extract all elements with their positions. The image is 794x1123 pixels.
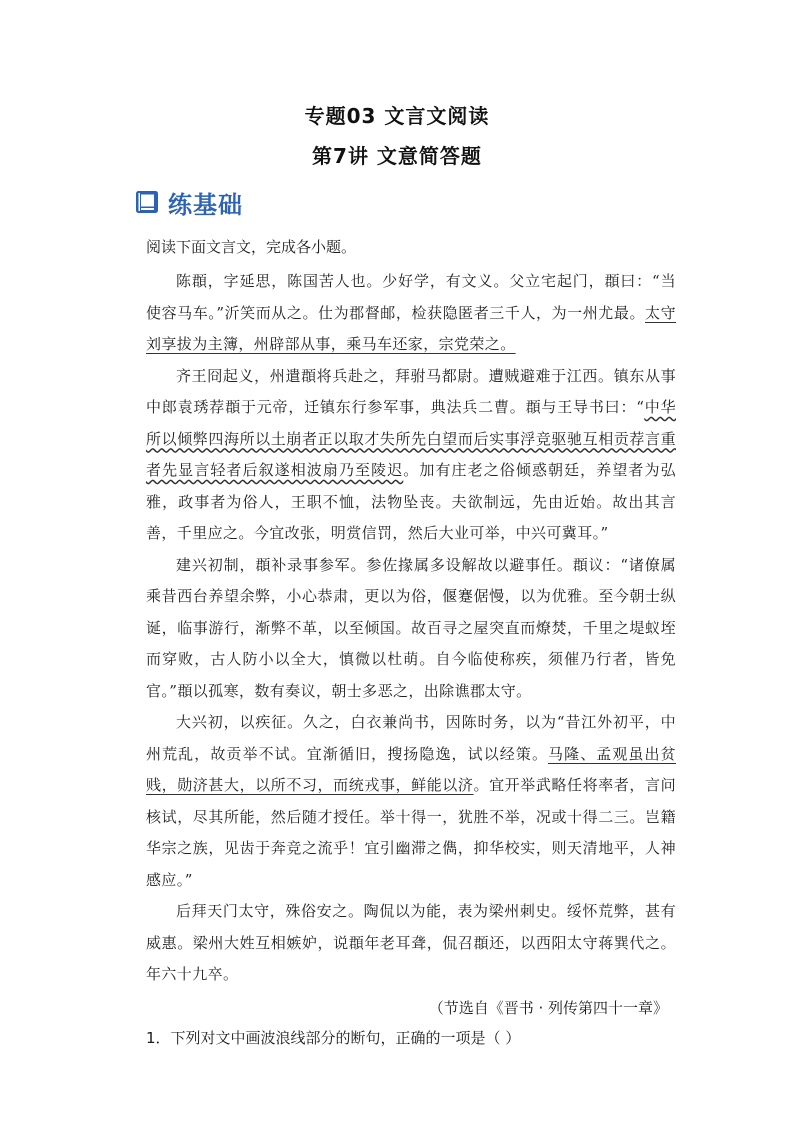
book-icon — [134, 189, 160, 215]
document-title: 专题03 文言文阅读 — [304, 104, 490, 128]
question-1: 1．下列对文中画波浪线部分的断句，正确的一项是（ ） — [146, 1028, 521, 1047]
document-subtitle: 第7讲 文意简答题 — [312, 144, 482, 168]
text-run: 。宜开举武略任将率者，言问核试，尽其所能，然后随才授任。举十得一，犹胜不举，况或十得二三。岂籍华宗之族，见齿于奔竞之流乎！宜引幽滞之儁，抑华校实，则天清地平，人神感应。” — [146, 776, 676, 889]
instructions: 阅读下面文言文，完成各小题。 — [146, 238, 357, 256]
passage-paragraph-5: 后拜天门太守，殊俗安之。陶侃以为能，表为梁州刺史。绥怀荒弊，甚有威惠。梁州大姓互相嫉妒，说頵年老耳聋，侃召頵还，以西阳太守蒋巽代之。年六十九卒。 — [146, 902, 676, 983]
passage-paragraph-1 — [146, 266, 676, 361]
wavy-underlined-passage: 中华所以倾弊四海所以土崩者正以取才失所先白望而后实事浮竞驱驰互相贡荐言重者先显言轻者后叙遂相波扇乃至陵迟 — [146, 398, 676, 479]
section-label: 练基础 — [168, 190, 243, 219]
underlined-sentence-2: 马隆、孟观虽出贫贱，勋济甚大，以所不习，而统戎事，鲜能以济 — [146, 744, 676, 794]
section-header — [134, 186, 243, 218]
source-citation: （节选自《晋书 · 列传第四十一章》 — [428, 998, 668, 1017]
reading-content — [146, 234, 676, 1053]
text-run: 。加有庄老之俗倾惑朝廷，养望者为弘雅，政事者为俗人，王职不恤，法物坠丧。夫欲制远，先由近始。故出其言善，千里应之。今宜改张，明赏信罚，然后大业可举，中兴可冀耳。” — [146, 461, 676, 542]
text-run: 陈頵，字延思，陈国苦人也。少好学，有文义。父立宅起门，頵曰：“当使容马车。”沂笑而从之。仕为郡督邮，检获隐匿者三千人，为一州尤最。 — [146, 272, 676, 322]
underlined-sentence-1: 太守刘享拔为主簿，州辟部从事，乘马车还家，宗党荣之。 — [146, 303, 676, 353]
passage-paragraph-2 — [146, 361, 676, 550]
passage-paragraph-4 — [146, 707, 676, 896]
passage-paragraph-3: 建兴初制，頵补录事参军。参佐掾属多设解故以避事任。頵议：“诸僚属乘昔西台养望余弊，小心恭肃，更以为俗，偃蹇倨慢，以为优雅。至今朝士纵诞，临事游行，渐弊不革，以至倾国。故百寻之屋突直而燎焚，千里之堤蚁垤而穿败，古人防小以全大，慎微以杜萌。自今临使称疾，须催乃行者，皆免官。”頵以孤寒，数有奏议，朝士多恶之，出除谯郡太守。 — [146, 555, 676, 700]
text-run: 齐王冏起义，州遣頵将兵赴之，拜驸马都尉。遭贼避难于江西。镇东从事中郎袁琇荐頵于元帝，迁镇东行参军事，典法兵二曹。頵与王导书曰：“ — [146, 366, 676, 416]
text-run: 大兴初，以疾征。久之，白衣兼尚书，因陈时务，以为“昔江外初平，中州荒乱，故贡举不试。宜渐循旧，搜扬隐逸，试以经策。 — [146, 713, 676, 763]
